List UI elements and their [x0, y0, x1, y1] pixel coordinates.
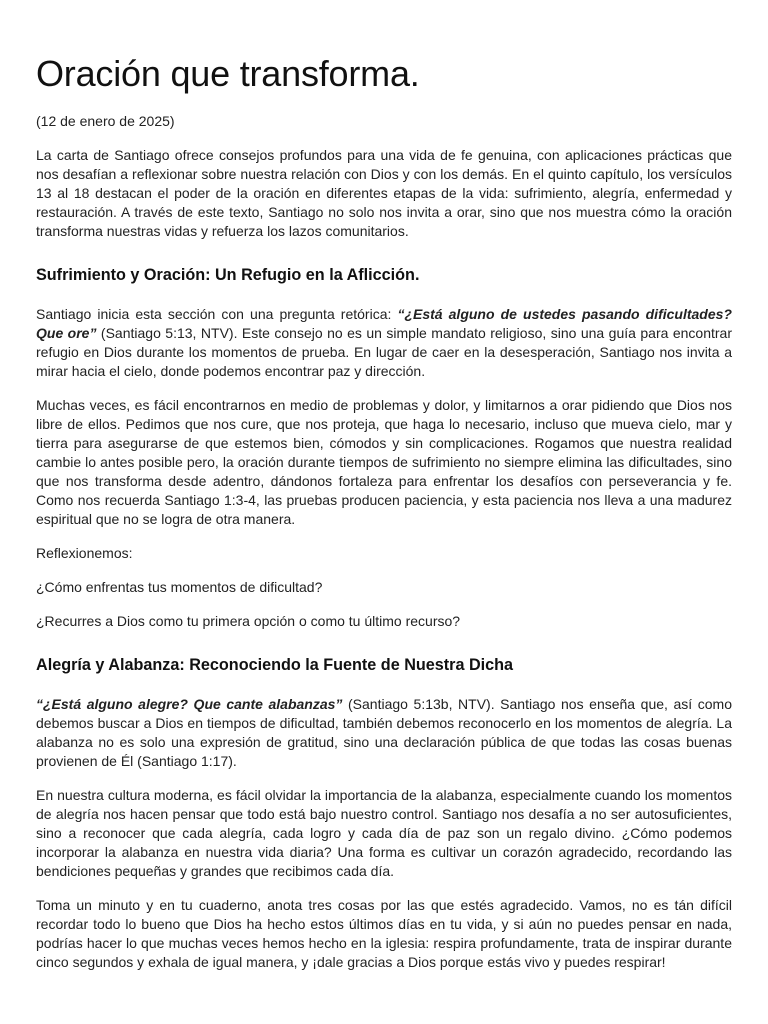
joy-paragraph-2: En nuestra cultura moderna, es fácil olvidar la importancia de la alabanza, especialmente cuando los momentos de alegría nos hacen pensar que todo está bajo nuestro control. Santiago nos desafía a no ser autosuficientes, sino a reconocer que cada alegría, cada logro y cada día de paz son un regalo divino. ¿Cómo podemos incorporar la alabanza en nuestra vida diaria? Una forma es cultivar un corazón agradecido, recordando las bendiciones pequeñas y grandes que recibimos cada día. — [36, 787, 732, 879]
joy-paragraph-3: Toma un minuto y en tu cuaderno, anota tres cosas por las que estés agradecido. Vamos, no es tán difícil recordar todo lo bueno que Dios ha hecho estos últimos días en tu vida, y si aún no puedes pensar en nada, podrías hacer lo que muchas veces hemos hecho en la iglesia: respira profundamente, trata de inspirar durante cinco segundos y exhala de igual manera, y ¡dale gracias a Dios porque estás vivo y puedes respirar! — [36, 897, 732, 970]
paragraph-text: Santiago inicia esta sección con una pregunta retórica: — [36, 306, 398, 322]
suffering-paragraph-1 — [36, 305, 732, 381]
joy-paragraph-1 — [36, 695, 732, 771]
reflection-question-2: ¿Recurres a Dios como tu primera opción o como tu último recurso? — [36, 613, 461, 629]
page-title: Oración que transforma. — [36, 53, 420, 94]
reflection-question-1: ¿Cómo enfrentas tus momentos de dificultad? — [36, 579, 323, 595]
paragraph-text: (Santiago 5:13b, NTV). Santiago nos enseña que, así como debemos buscar a Dios en tiempos de dificultad, también debemos reconocerlo en los momentos de alegría. La alabanza no es solo una expresión de gratitud, sino una declaración pública de que todas las cosas buenas provienen de Él (Santiago 1:17). — [36, 696, 732, 769]
reflection-label: Reflexionemos: — [36, 545, 133, 561]
section-heading-suffering: Sufrimiento y Oración: Un Refugio en la Aflicción. — [36, 266, 420, 284]
suffering-paragraph-2: Muchas veces, es fácil encontrarnos en medio de problemas y dolor, y limitarnos a orar pidiendo que Dios nos libre de ellos. Pedimos que nos cure, que nos proteja, que haga lo necesario, incluso que mueva cielo, mar y tierra para asegurarse de que estemos bien, cómodos y sin complicaciones. Rogamos que nuestra realidad cambie lo antes posible pero, la oración durante tiempos de sufrimiento no siempre elimina las dificultades, sino que nos transforma desde adentro, dándonos fortaleza para enfrentar los desafíos con perseverancia y fe. Como nos recuerda Santiago 1:3-4, las pruebas producen paciencia, y esta paciencia nos lleva a una madurez espiritual que no se logra de otra manera. — [36, 397, 732, 527]
section-heading-joy: Alegría y Alabanza: Reconociendo la Fuente de Nuestra Dicha — [36, 656, 514, 674]
paragraph-text: (Santiago 5:13, NTV). Este consejo no es un simple mandato religioso, sino una guía para encontrar refugio en Dios durante los momentos de prueba. En lugar de caer en la desesperación, Santiago nos invita a mirar hacia el cielo, donde podemos encontrar paz y dirección. — [36, 325, 732, 379]
intro-paragraph: La carta de Santiago ofrece consejos profundos para una vida de fe genuina, con aplicaciones prácticas que nos desafían a reflexionar sobre nuestra relación con Dios y con los demás. En el quinto capítulo, los versículos 13 al 18 destacan el poder de la oración en diferentes etapas de la vida: sufrimiento, alegría, enfermedad y restauración. A través de este texto, Santiago no solo nos invita a orar, sino que nos muestra cómo la oración transforma nuestras vidas y refuerza los lazos comunitarios. — [36, 147, 732, 239]
publication-date: (12 de enero de 2025) — [36, 113, 175, 129]
scripture-quote: “¿Está alguno alegre? Que cante alabanzas” — [36, 696, 343, 712]
scripture-quote: “¿Está alguno de ustedes pasando dificultades? Que ore” — [36, 306, 732, 341]
